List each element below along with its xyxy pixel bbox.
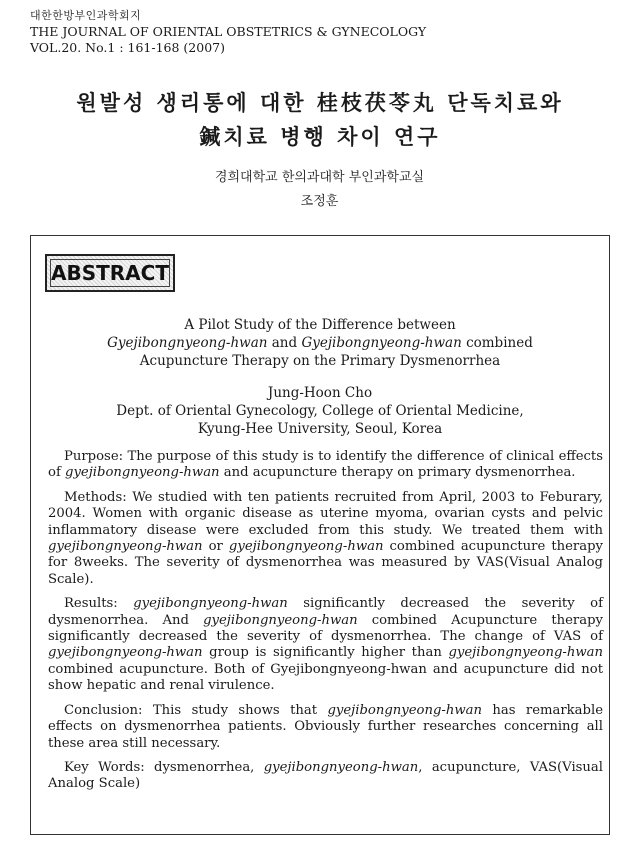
purpose-text-2: and acupuncture therapy on primary dysmenorrhea. [219, 465, 576, 481]
results-label: Results [64, 596, 114, 612]
methods-herb-1: gyejibongnyeong-hwan [48, 539, 203, 555]
methods-text-2: or [202, 539, 229, 555]
results-herb-3: gyejibongnyeong-hwan [48, 645, 203, 661]
journal-header [30, 8, 426, 56]
results-text-0: : [113, 596, 134, 612]
affiliation-author: 조정훈 [300, 194, 339, 209]
paper-title-line-3: Acupuncture Therapy on the Primary Dysmenorrhea [139, 353, 501, 369]
results-herb-2: gyejibongnyeong-hwan [203, 612, 358, 628]
paper-title-herb-1: Gyejibongnyeong-hwan [107, 335, 268, 351]
abstract-paper-title [31, 316, 609, 370]
author-dept-line-1: Dept. of Oriental Gynecology, College of Oriental Medicine, [116, 403, 524, 419]
purpose-paragraph [48, 449, 603, 482]
journal-volume: VOL.20. No.1 : 161-168 (2007) [30, 40, 225, 55]
conclusion-herb: gyejibongnyeong-hwan [327, 702, 482, 718]
results-herb-1: gyejibongnyeong-hwan [133, 596, 288, 612]
abstract-body [48, 449, 603, 801]
keywords-herb: gyejibongnyeong-hwan [263, 759, 419, 775]
keywords-text-2: , acupuncture, VAS(Visual Analog Scale) [48, 759, 603, 792]
results-text-2: combined Acupuncture therapy significantly decreased the severity of dysmenorrhea. The change of VAS of [48, 612, 603, 645]
author-name: Jung-Hoon Cho [267, 385, 373, 401]
paper-title-korean [40, 86, 600, 154]
keywords-paragraph [48, 760, 603, 793]
keywords-text-1: : dysmenorrhea, [140, 759, 264, 775]
journal-name-korean: 대한한방부인과학회지 [30, 9, 142, 22]
paper-title-combined: combined [461, 335, 533, 351]
conclusion-text-2: has remarkable effects on dysmenorrhea patients. Obviously further researches concerning all these area still necessary. [48, 702, 604, 751]
conclusion-label: Conclusion [64, 702, 139, 718]
paper-title-herb-2: Gyejibongnyeong-hwan [301, 335, 462, 351]
author-dept-line-2: Kyung-Hee University, Seoul, Korea [197, 421, 443, 437]
methods-herb-2: gyejibongnyeong-hwan [228, 539, 384, 555]
keywords-label: Key Words [64, 759, 141, 775]
title-line-1: 원발성 생리통에 대한 桂枝茯苓丸 단독치료와 [76, 90, 564, 115]
journal-name-english: THE JOURNAL OF ORIENTAL OBSTETRICS & GYNECOLOGY [30, 24, 427, 39]
results-text-3: group is significantly higher than [202, 645, 449, 661]
conclusion-paragraph [48, 703, 603, 752]
methods-text-1: : We studied with ten patients recruited from April, 2003 to Feburary, 2004. Women with organic disease as uterine myoma, ovarian cysts and pelvic inflammatory disease were excluded from this study. We treated them with [48, 489, 603, 538]
methods-label: Methods [64, 489, 123, 505]
abstract-box [30, 235, 610, 835]
results-text-4: combined acupuncture. Both of Gyejibongnyeong-hwan and acupuncture did not show hepatic and renal virulence. [48, 661, 603, 694]
paper-title-line-2 [31, 334, 609, 352]
title-line-2: 鍼치료 병행 차이 연구 [199, 124, 441, 149]
abstract-author-block [31, 384, 609, 438]
affiliation-department: 경희대학교 한의과대학 부인과학교실 [214, 170, 425, 185]
methods-text-3: combined acupuncture therapy for 8weeks. The severity of dysmenorrhea was measured by VAS(Visual Analog Scale). [48, 539, 603, 587]
paper-title-and: and [267, 335, 302, 351]
results-text-1: significantly decreased the severity of dysmenorrhea. And [48, 596, 603, 628]
purpose-label: Purpose [64, 449, 119, 464]
conclusion-text-1: : This study shows that [138, 702, 328, 718]
results-paragraph [48, 596, 603, 694]
methods-paragraph [48, 490, 603, 588]
purpose-text-1: : The purpose of this study is to identify the difference of clinical effects of [48, 449, 603, 481]
results-herb-4: gyejibongnyeong-hwan [448, 645, 603, 661]
abstract-label: ABSTRACT [45, 254, 175, 292]
purpose-herb: gyejibongnyeong-hwan [65, 465, 220, 481]
paper-title-line-1: A Pilot Study of the Difference between [184, 317, 456, 333]
affiliation [0, 166, 639, 214]
